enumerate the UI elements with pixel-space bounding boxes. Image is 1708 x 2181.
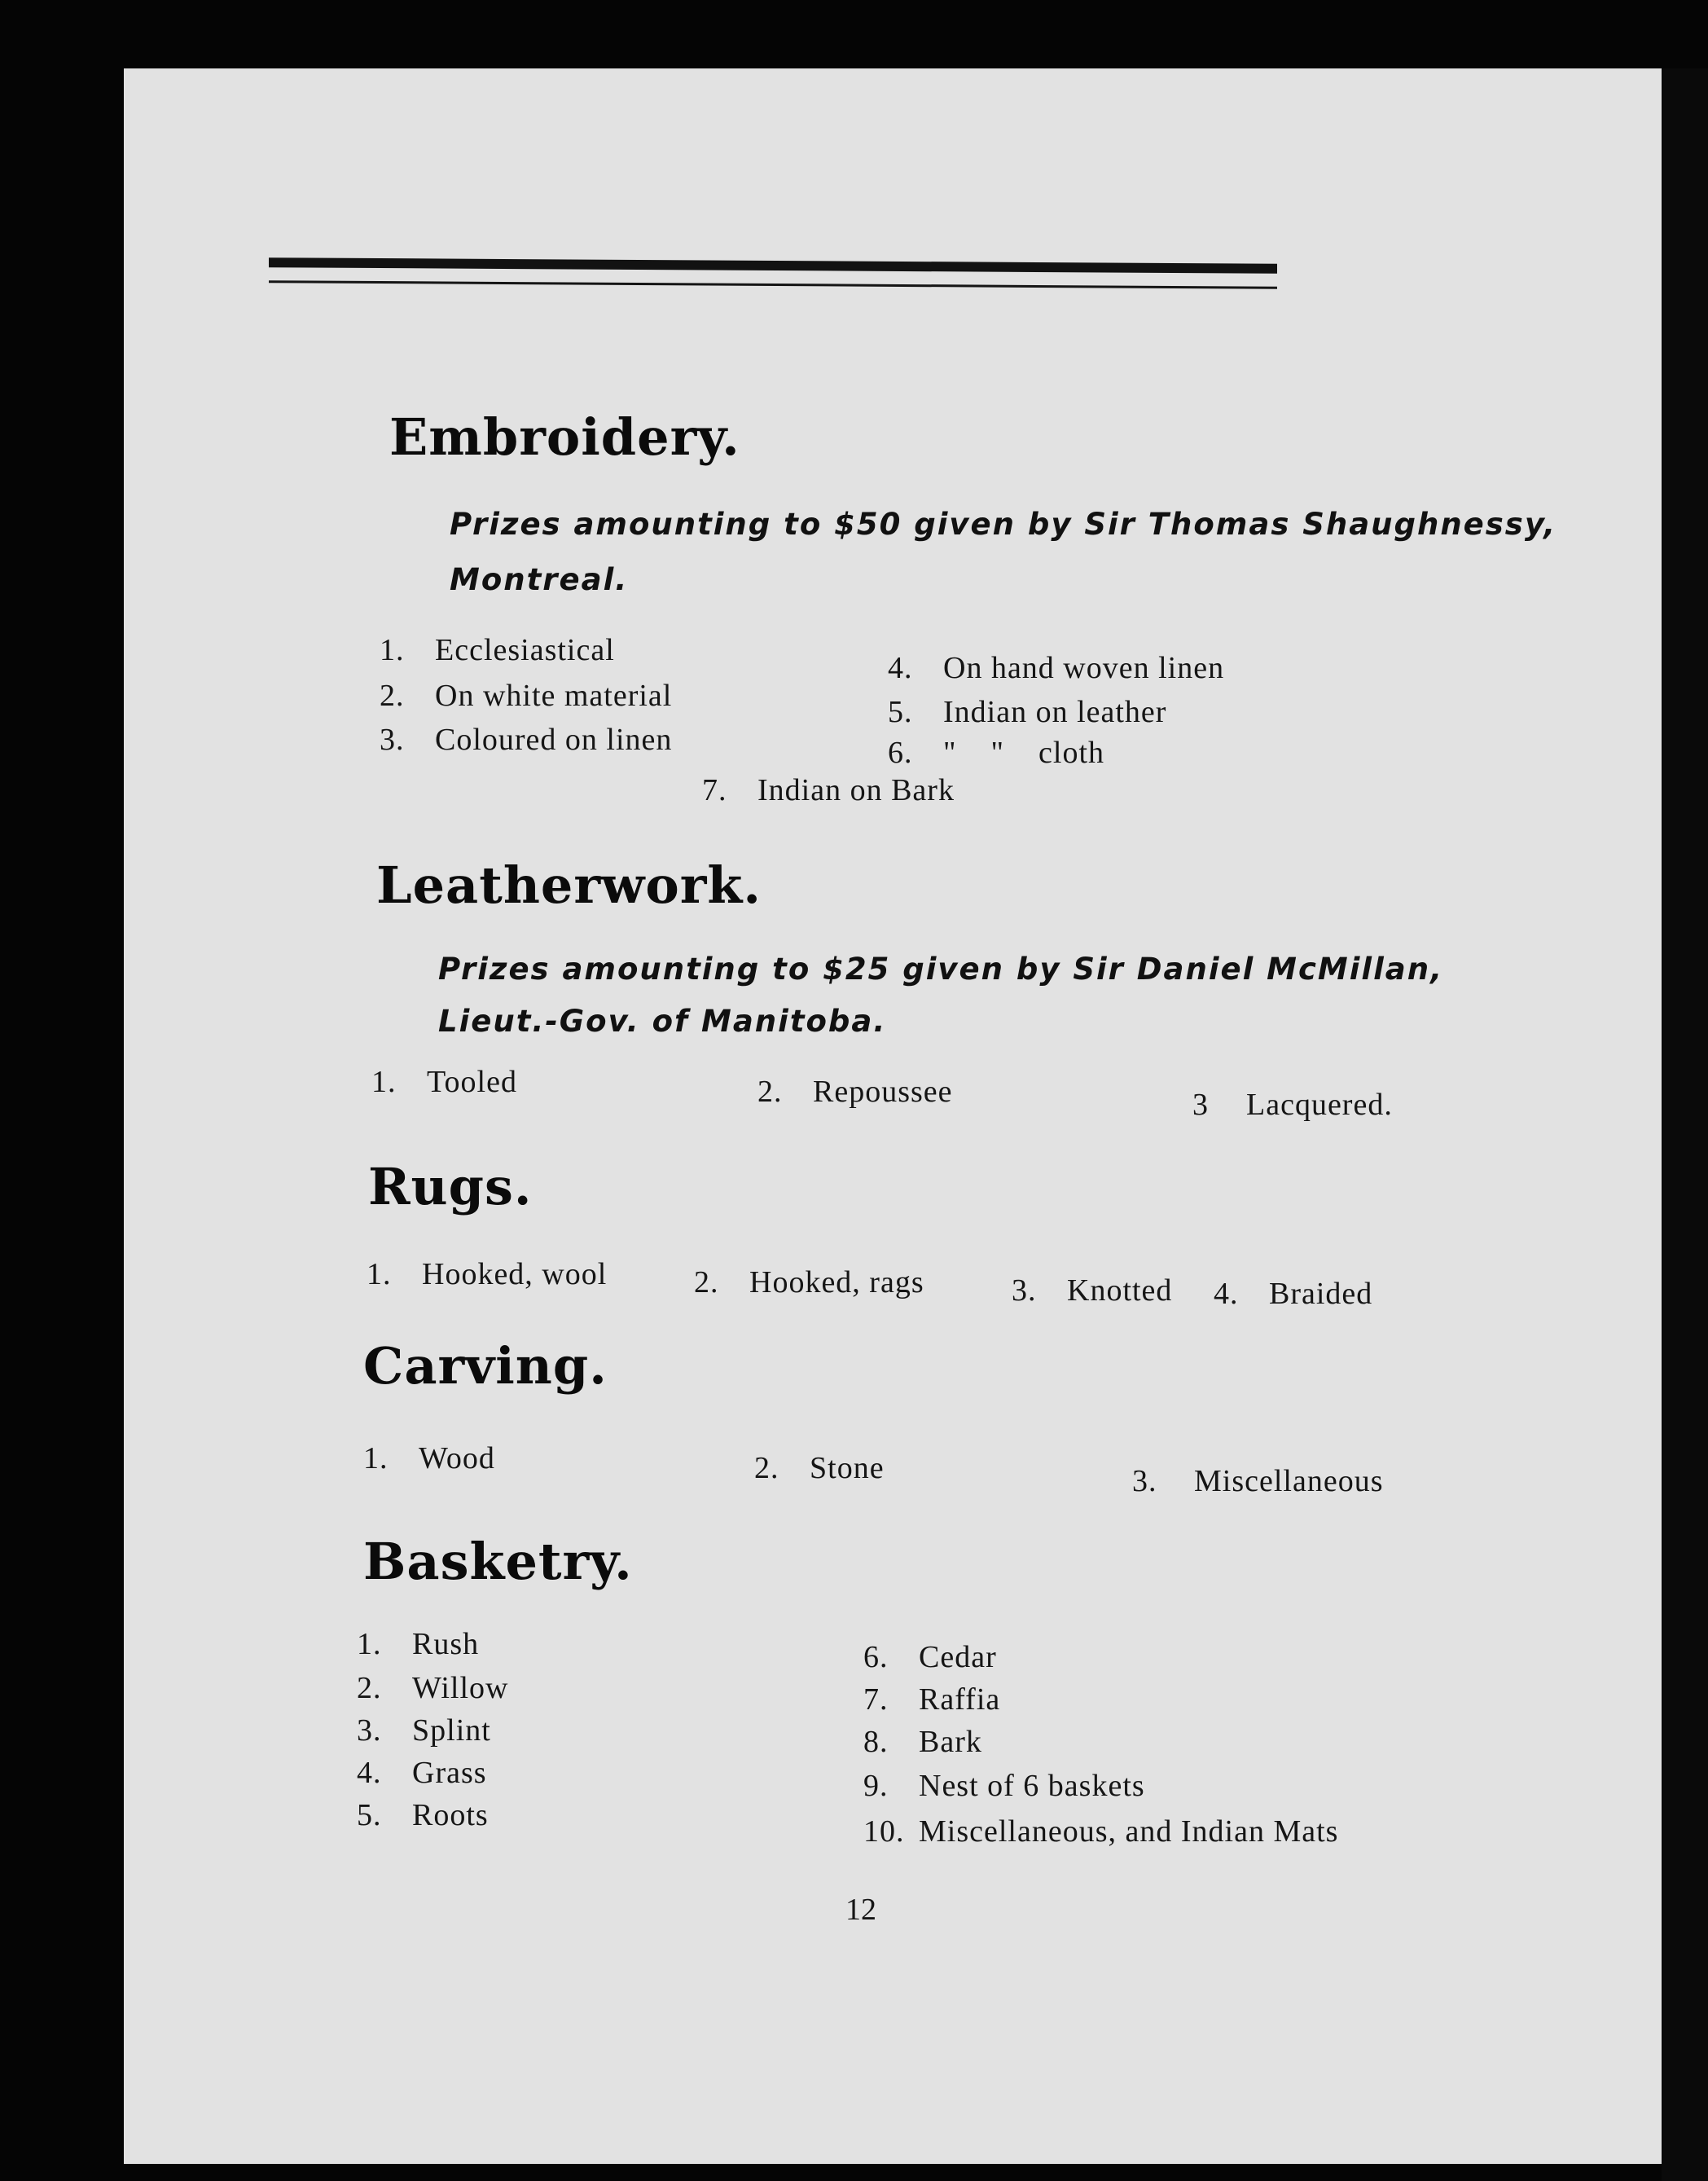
- list-item: 4. On hand woven linen: [888, 651, 1225, 685]
- list-item: 1. Wood: [363, 1441, 495, 1475]
- list-item: 6. " " cloth: [888, 736, 1105, 770]
- list-item: 4. Braided: [1214, 1277, 1373, 1311]
- section-title-carving: Carving.: [363, 1336, 608, 1396]
- list-item: 8. Bark: [863, 1725, 982, 1759]
- list-item: 9. Nest of 6 baskets: [863, 1769, 1145, 1803]
- section-title-embroidery: Embroidery.: [389, 407, 740, 467]
- list-item: 3 Lacquered.: [1192, 1088, 1393, 1122]
- list-item: 3. Miscellaneous: [1132, 1464, 1384, 1498]
- embroidery-prize-line1: Prizes amounting to $50 given by Sir Thomas Shaughnessy,: [450, 507, 1557, 542]
- list-item: 10. Miscellaneous, and Indian Mats: [863, 1814, 1339, 1849]
- list-item: 2. Willow: [357, 1671, 509, 1705]
- list-item: 5. Roots: [357, 1798, 489, 1832]
- list-item: 5. Indian on leather: [888, 695, 1167, 729]
- list-item: 2. Stone: [754, 1451, 885, 1485]
- list-item: 1. Tooled: [371, 1065, 517, 1099]
- document-page: [124, 68, 1662, 2164]
- list-item: 3. Knotted: [1012, 1273, 1173, 1308]
- list-item: 1. Hooked, wool: [367, 1257, 608, 1291]
- list-item: 2. Repoussee: [757, 1075, 953, 1109]
- list-item: 6. Cedar: [863, 1640, 997, 1674]
- section-title-leatherwork: Leatherwork.: [376, 855, 762, 915]
- list-item: 7. Raffia: [863, 1682, 1001, 1717]
- page-number: 12: [845, 1893, 876, 1927]
- list-item: 3. Splint: [357, 1713, 491, 1748]
- list-item: 2. Hooked, rags: [694, 1265, 924, 1299]
- list-item: 3. Coloured on linen: [380, 723, 673, 757]
- list-item: 1. Rush: [357, 1627, 480, 1661]
- list-item: 4. Grass: [357, 1756, 487, 1790]
- list-item: 7. Indian on Bark: [702, 773, 955, 807]
- section-title-rugs: Rugs.: [368, 1157, 533, 1216]
- leatherwork-prize-line2: Lieut.-Gov. of Manitoba.: [438, 1004, 887, 1039]
- page-edge-shadow: [1662, 68, 1708, 2181]
- section-title-basketry: Basketry.: [363, 1532, 633, 1591]
- list-item: 1. Ecclesiastical: [380, 633, 615, 667]
- leatherwork-prize-line1: Prizes amounting to $25 given by Sir Daniel McMillan,: [438, 952, 1444, 987]
- list-item: 2. On white material: [380, 679, 673, 713]
- embroidery-prize-line2: Montreal.: [450, 562, 629, 597]
